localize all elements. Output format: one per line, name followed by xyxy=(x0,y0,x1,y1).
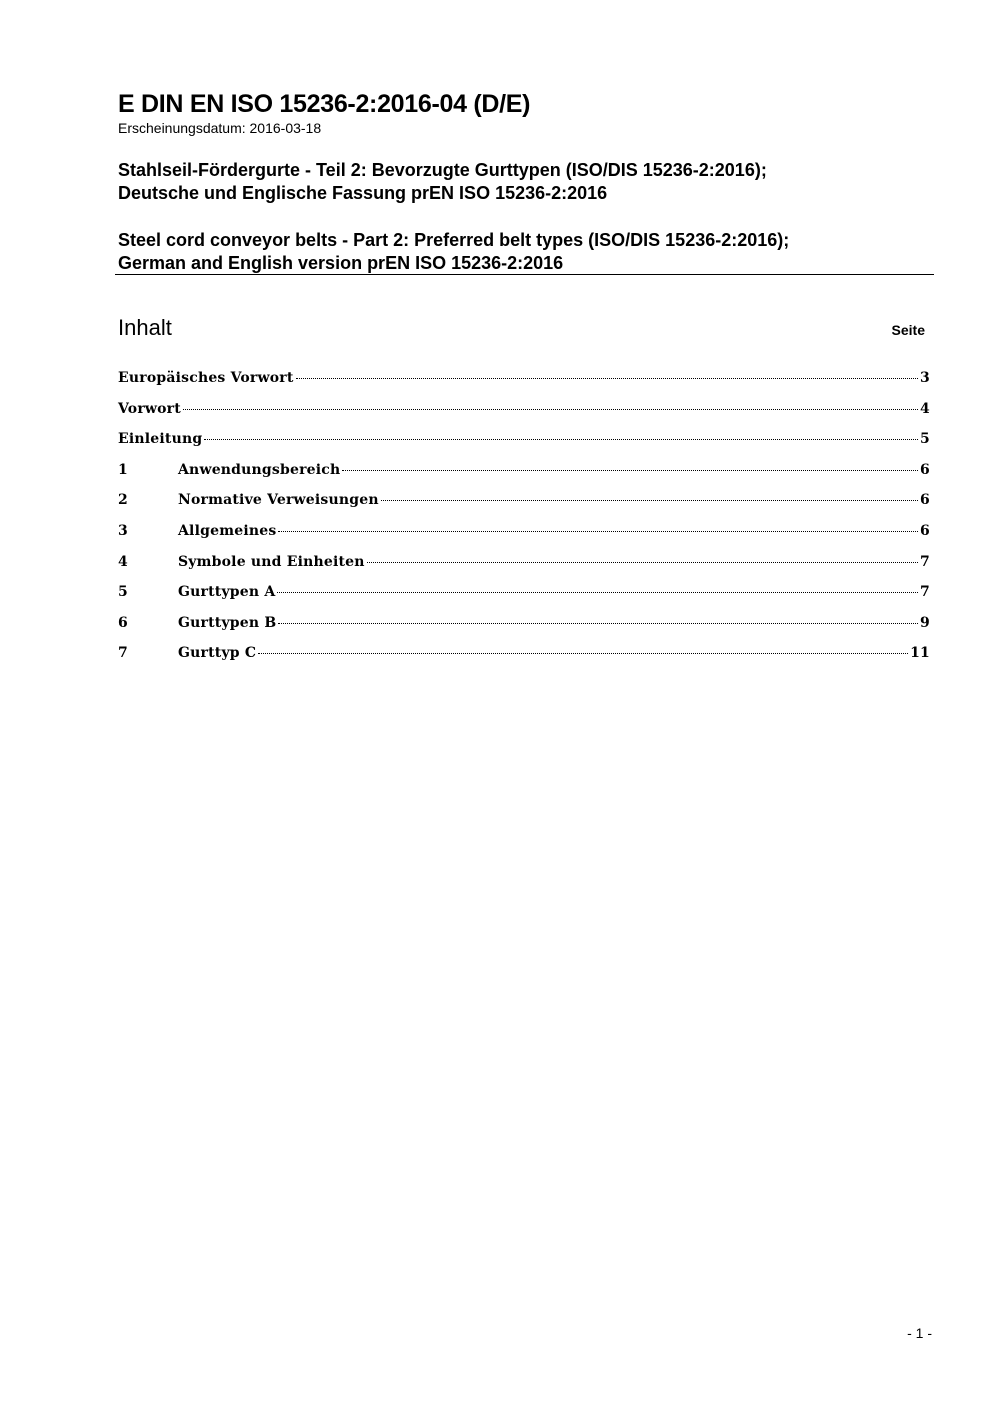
toc-entry-page: 7 xyxy=(920,584,930,601)
toc-entry-label: Gurttyp C xyxy=(178,645,257,662)
toc-entry-page: 9 xyxy=(920,614,930,631)
toc-leader-dots xyxy=(367,561,918,563)
toc-entry-number: 7 xyxy=(118,645,128,662)
toc-leader-dots xyxy=(258,652,908,654)
table-of-contents xyxy=(118,370,930,676)
toc-entry[interactable] xyxy=(118,645,930,676)
toc-entry-page: 6 xyxy=(920,461,930,478)
toc-entry-page: 4 xyxy=(920,400,930,417)
toc-leader-dots xyxy=(342,469,918,471)
title-english xyxy=(118,229,789,275)
toc-entry-page: 6 xyxy=(920,492,930,509)
title-german xyxy=(118,159,767,205)
toc-entry[interactable] xyxy=(118,431,930,462)
toc-entry-page: 6 xyxy=(920,522,930,539)
toc-entry-label: Europäisches Vorwort xyxy=(118,370,294,386)
page-number: - 1 - xyxy=(907,1325,932,1341)
toc-leader-dots xyxy=(278,622,918,624)
toc-entry-label: Gurttypen A xyxy=(178,584,276,601)
document-header xyxy=(118,88,934,136)
toc-entry-label: Gurttypen B xyxy=(178,614,277,631)
toc-entry[interactable] xyxy=(118,401,930,432)
toc-entry-page: 11 xyxy=(910,645,930,662)
toc-entry[interactable] xyxy=(118,462,930,493)
toc-entry-number: 6 xyxy=(118,614,128,631)
toc-entry-label: Anwendungsbereich xyxy=(178,461,341,478)
toc-leader-dots xyxy=(278,530,918,532)
toc-entry-number: 2 xyxy=(118,492,128,509)
toc-entry-number: 3 xyxy=(118,522,128,539)
publication-date: Erscheinungsdatum: 2016-03-18 xyxy=(118,120,322,136)
toc-entry-number: 5 xyxy=(118,584,128,601)
toc-page-column-label: Seite xyxy=(891,322,925,338)
toc-entry-label: Symbole und Einheiten xyxy=(178,553,365,570)
toc-entry-number: 4 xyxy=(118,553,128,570)
toc-entry-number: 1 xyxy=(118,461,128,478)
toc-entry[interactable] xyxy=(118,584,930,615)
toc-entry-label: Normative Verweisungen xyxy=(178,492,379,509)
toc-entry-page: 7 xyxy=(920,553,930,570)
toc-entry-label: Einleitung xyxy=(118,431,203,448)
toc-leader-dots xyxy=(204,438,918,440)
document-id: E DIN EN ISO 15236-2:2016-04 (D/E) xyxy=(118,90,531,118)
toc-entry[interactable] xyxy=(118,370,930,401)
toc-entry-page: 5 xyxy=(920,431,930,448)
title-english-line-1: Steel cord conveyor belts - Part 2: Preferred belt types (ISO/DIS 15236-2:2016); xyxy=(118,230,790,250)
toc-entry[interactable] xyxy=(118,492,930,523)
toc-entry[interactable] xyxy=(118,554,930,585)
toc-leader-dots xyxy=(277,591,918,593)
toc-entry[interactable] xyxy=(118,615,930,646)
title-english-line-2: German and English version prEN ISO 15236-2:2016 xyxy=(118,253,564,273)
header-divider xyxy=(115,274,934,275)
toc-heading: Inhalt xyxy=(118,315,172,340)
title-german-line-1: Stahlseil-Fördergurte - Teil 2: Bevorzugte Gurttypen (ISO/DIS 15236-2:2016); xyxy=(118,160,767,180)
toc-leader-dots xyxy=(381,499,918,501)
title-german-line-2: Deutsche und Englische Fassung prEN ISO 15236-2:2016 xyxy=(118,183,608,203)
toc-leader-dots xyxy=(183,408,918,410)
toc-entry[interactable] xyxy=(118,523,930,554)
toc-entry-label: Allgemeines xyxy=(178,522,277,539)
toc-entry-label: Vorwort xyxy=(118,400,181,417)
toc-leader-dots xyxy=(296,377,919,379)
toc-entry-page: 3 xyxy=(920,370,930,386)
